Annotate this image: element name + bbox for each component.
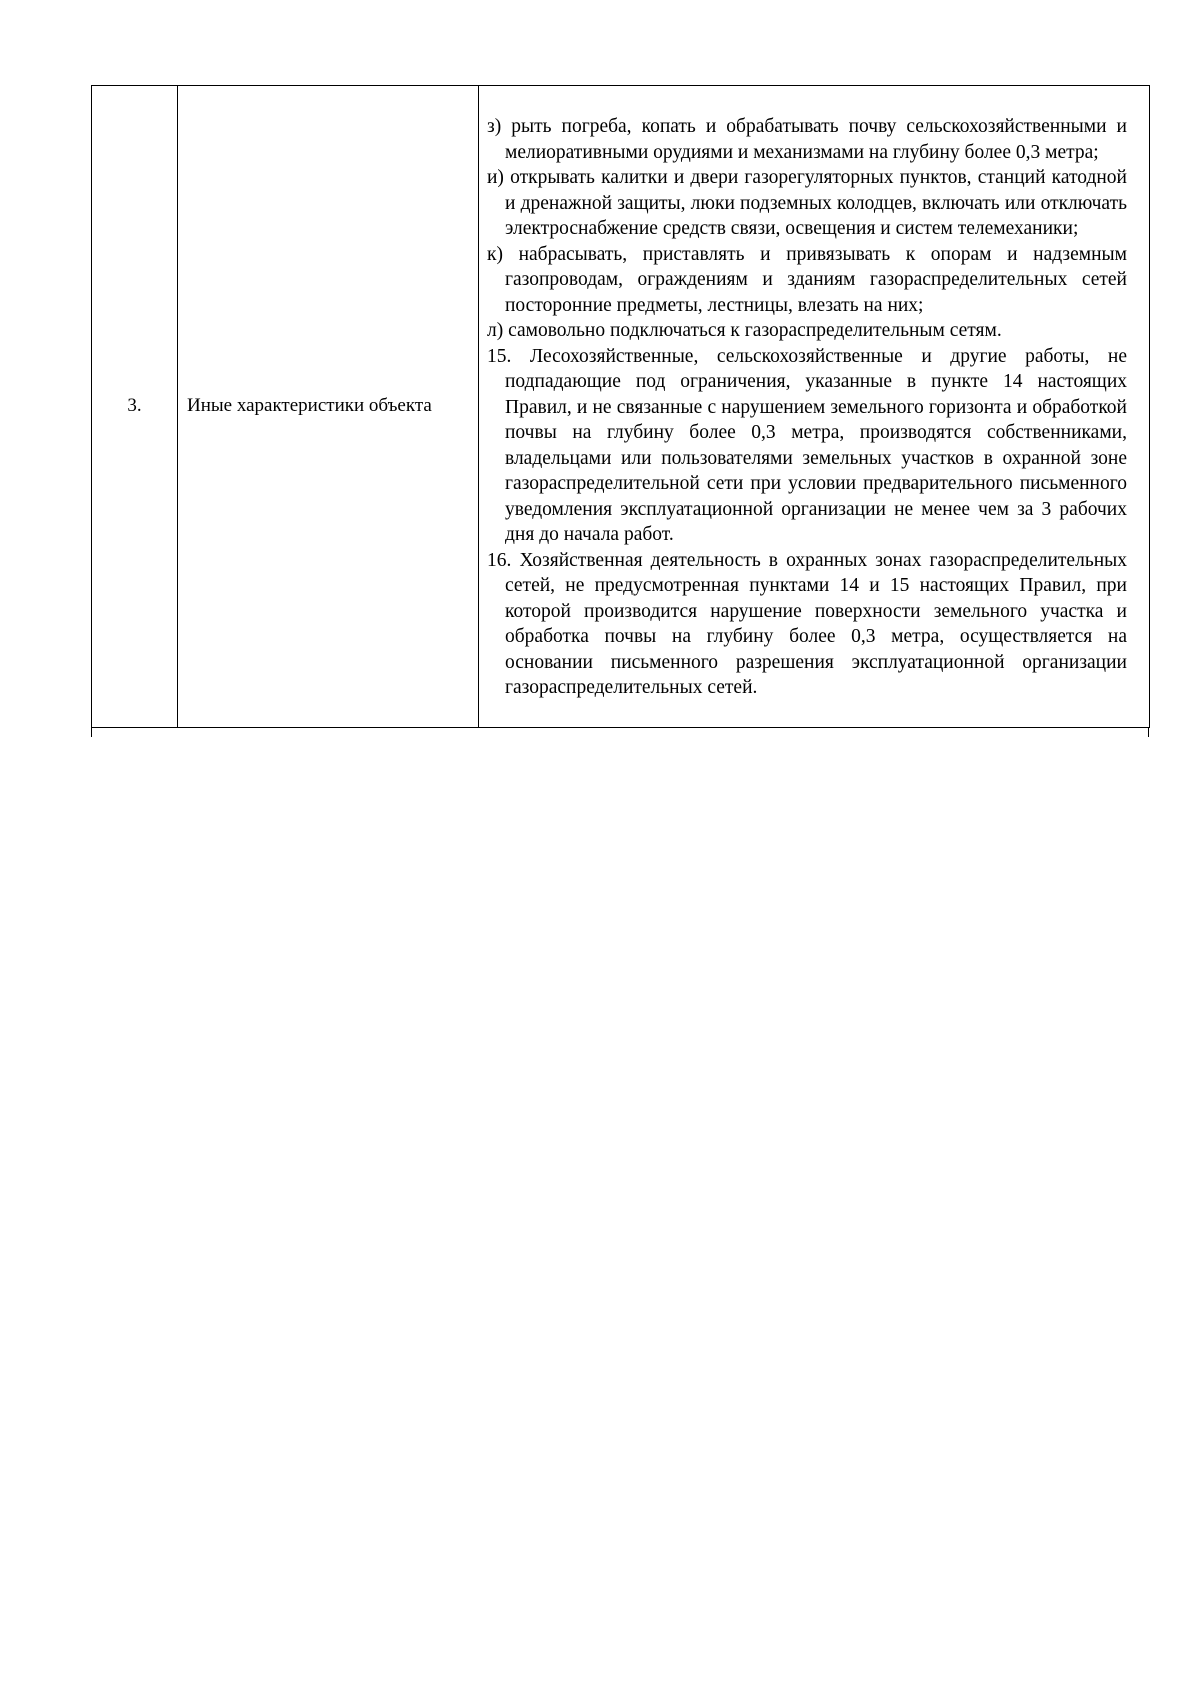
table-continuation-border: [91, 727, 1149, 737]
table-row: [92, 86, 1150, 728]
paragraph-z: з) рыть погреба, копать и обрабатывать почву сельскохозяйственными и мелиоративными орудиями и механизмами на глубину более 0,3 метра;: [487, 116, 1127, 163]
row-number: 3.: [92, 86, 178, 728]
paragraph-15: 15. Лесохозяйственные, сельскохозяйственные и другие работы, не подпадающие под ограничения, указанные в пункте 14 настоящих Правил, и не связанные с нарушением земельного горизонта и обработкой почвы на глубину более 0,3 метра, производятся собственниками, владельцами или пользователями земельных участков в охранной зоне газораспределительной сети при условии предварительного письменного уведомления эксплуатационной организации не менее чем за 3 рабочих дня до начала работ.: [487, 345, 1127, 545]
paragraph-l: л) самовольно подключаться к газораспределительным сетям.: [487, 320, 1002, 341]
paragraph-k: к) набрасывать, приставлять и привязывать к опорам и надземным газопроводам, ограждениям и зданиям газораспределительных сетей посторонние предметы, лестницы, влезать на них;: [487, 243, 1127, 316]
paragraph-16: 16. Хозяйственная деятельность в охранных зонах газораспределительных сетей, не предусмотренная пунктами 14 и 15 настоящих Правил, при которой производится нарушение поверхности земельного участка и обработка почвы на глубину более 0,3 метра, осуществляется на основании письменного разрешения эксплуатационной организации газораспределительных сетей.: [487, 549, 1127, 698]
document-table: [91, 85, 1150, 728]
paragraph-i: и) открывать калитки и двери газорегуляторных пунктов, станций катодной и дренажной защиты, люки подземных колодцев, включать или отключать электроснабжение средств связи, освещения и систем телемеханики;: [487, 167, 1127, 239]
row-description: [479, 86, 1150, 728]
row-name: Иные характеристики объекта: [178, 86, 479, 728]
